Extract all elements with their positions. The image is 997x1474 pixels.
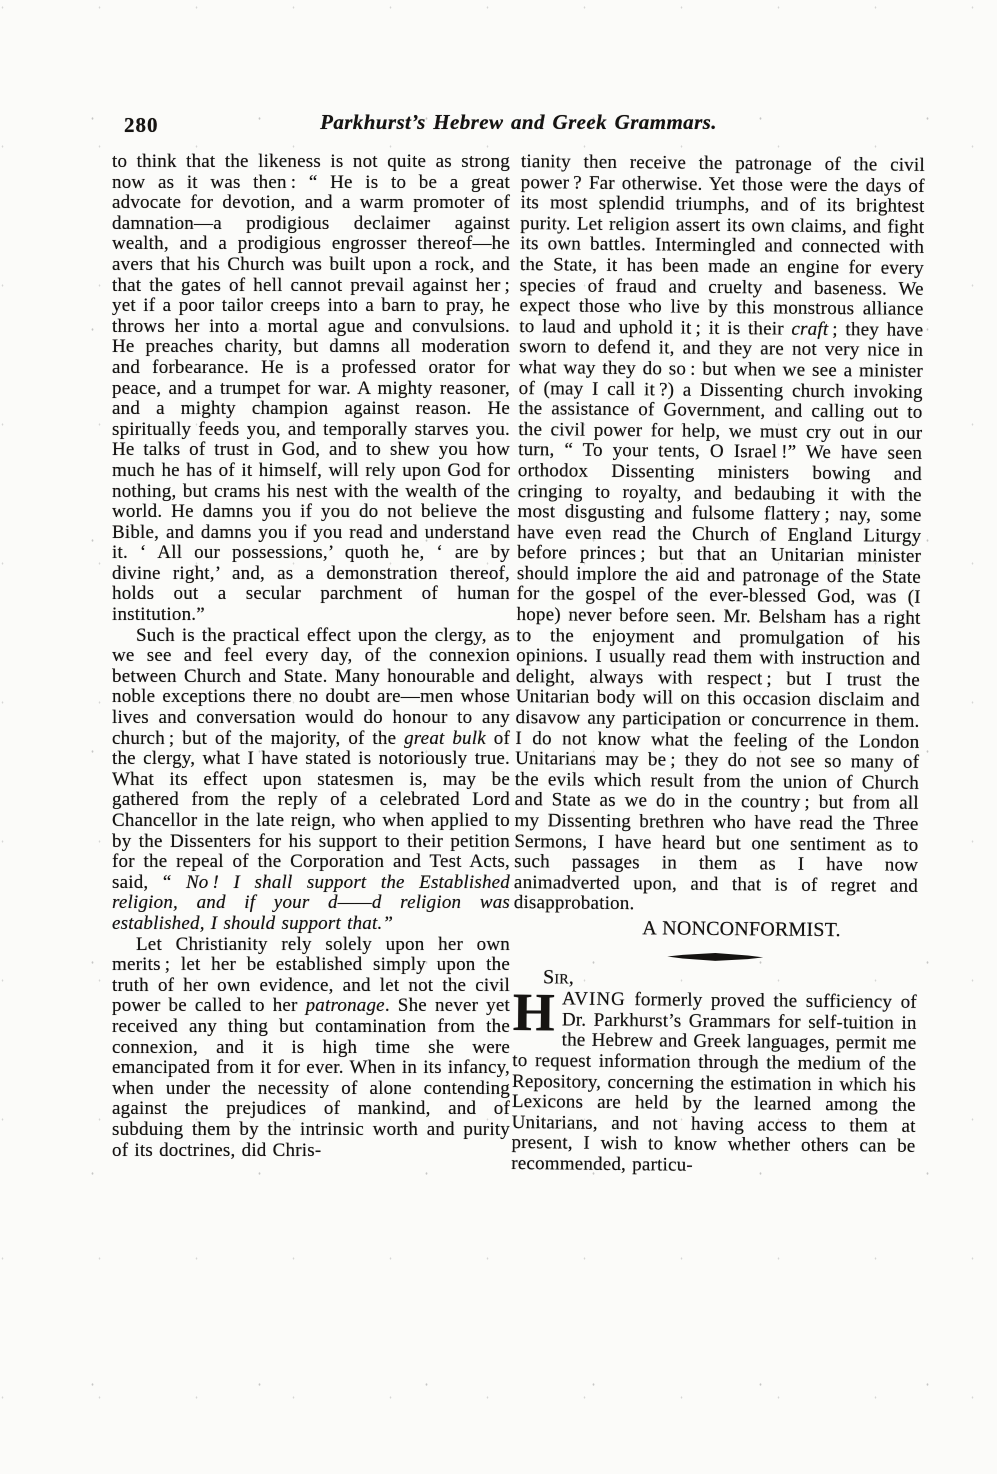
running-title: Parkhurst’s Hebrew and Greek Grammars. xyxy=(320,110,717,134)
paragraph-letter-opening xyxy=(511,982,917,1178)
paragraph-continuation xyxy=(112,152,510,626)
drop-cap: H xyxy=(512,982,556,1043)
italic-phrase: patronage xyxy=(305,995,385,1017)
body-text: Such is the practical effect upon the clergy, as we see and feel every day, of the connexion between Church and State. Many honourable and noble exceptions there no doubt are—men whose lives and conversation would do honour to any church ; but of the majority, of the xyxy=(112,624,510,749)
italic-phrase: craft xyxy=(791,318,829,340)
left-column xyxy=(112,152,510,1175)
paragraph-clergy-effect xyxy=(112,626,510,935)
italic-phrase: great bulk xyxy=(404,727,486,749)
section-divider-rule xyxy=(667,952,763,962)
body-text: Let Christianity rely solely upon her own merits ; let her be established simply upon the truth of her own evidence, and let not the civil power be called to her xyxy=(112,933,510,1017)
body-text: tianity then receive the patronage of the civil power ? Far otherwise. Yet those were the days of its most splendid triumphs, and of its brightest purity. Let religion assert its own claims, and fight its own battles. Intermingled and connected with the State, it has been made an engine for every species of fraud and cruelty and baseness. We expect those who live by this monstrous alliance to laud and uphold it ; it is their xyxy=(519,151,925,340)
paragraph-continuation xyxy=(514,152,925,918)
running-head xyxy=(112,110,925,144)
salutation: Sir, xyxy=(542,965,575,989)
body-text: . She never yet received any thing but contamination from the connexion, and it is high time she were emancipated from it for ever. When in its infancy, when under the necessity of alone contending against the prejudices of mankind, and of subduing them by the intrinsic worth and purity of its doctrines, did Chris- xyxy=(112,995,510,1161)
body-text: formerly proved the sufficiency of Dr. Parkhurst’s Grammars for self-tuition in the Hebrew and Greek languages, permit me to request information through the medium of the Repository, concerning the estimation in which his Lexicons are held by the learned among the Unitarians, and not having access to them at present, I wish to know whether others can be recommended, particu- xyxy=(511,989,917,1176)
italic-quote: No ! I shall support the Established religion, and if your d——d religion was established, I should support that.” xyxy=(112,871,510,934)
page-number: 280 xyxy=(124,113,159,137)
body-text: to think that the likeness is not quite as strong now as it was then : “ He is to be a great advocate for devotion, and a warm promoter of damnation—a prodigious declaimer against wealth, and a prodigious engrosser thereof—he avers that his Church was built upon a rock, and that the gates of hell cannot prevail against her ; yet if a poor tailor creeps into a barn to pray, he throws her into a mortal ague and convulsions. He preaches charity, but damns all moderation and forbearance. He is a professed orator for peace, and a trumpet for war. A mighty reasoner, and a mighty champion against reason. He spiritually feeds you, and temporally starves you. He talks of trust in God, and to shew you how much he has of it himself, will rely upon God for nothing, but crams his nest with the wealth of the world. He damns you if you do not believe the Bible, and damns you if you read and understand it. ‘ All our possessions,’ quoth he, ‘ are by divine right,’ and, as a demonstration thereof, holds out a secular parchment of human institution.” xyxy=(112,151,510,626)
text-columns xyxy=(112,152,925,1175)
body-text: ; they have sworn to defend it, and they are not very nice in what way they do so : but when we see a minister of (may I call it ?) a Dissenting church invoking the assistance of Government, and calling out to the civil power for help, we must cry out in our turn, “ To your tents, O Israel !” We have seen orthodox Dissenting ministers bowing and cringing to royalty, and bedaubing it with the most disgusting and fulsome flattery ; nay, some have even read the Church of England Liturgy before princes ; but that an Unitarian minister should implore the aid and patronage of the State for the gospel of the ever-blessed God, was (I hope) never before seen. Mr. Belsham has a right to the enjoyment and promulgation of his opinions. I usually read them with instruction and delight, always with respect ; but I trust the Unitarian body will on this occasion disclaim and disavow any participation or concurrence in them. I do not know what the feeling of the London Unitarians may be ; they do not see so many of the evils which result from the union of Church and State as we do in the country ; but from all my Dissenting brethren who have read the Three Sermons, I have heard but one sentiment as to such passages in them as I have now animadverted upon, and that is of regret and disapprobation. xyxy=(513,318,924,915)
signature: A NONCONFORMIST. xyxy=(642,917,841,942)
paragraph-christianity xyxy=(112,935,510,1162)
right-column xyxy=(511,152,925,1178)
drop-cap-word-rest: AVING xyxy=(561,988,626,1011)
body-text: of the clergy, what I have stated is notoriously true. What its effect upon statesmen is, may be gathered from the reply of a celebrated Lord Chancellor in the late reign, who when applied to by the Dissenters for his support to their petition for the repeal of the Corporation and Test Acts, said, “ xyxy=(112,727,510,893)
